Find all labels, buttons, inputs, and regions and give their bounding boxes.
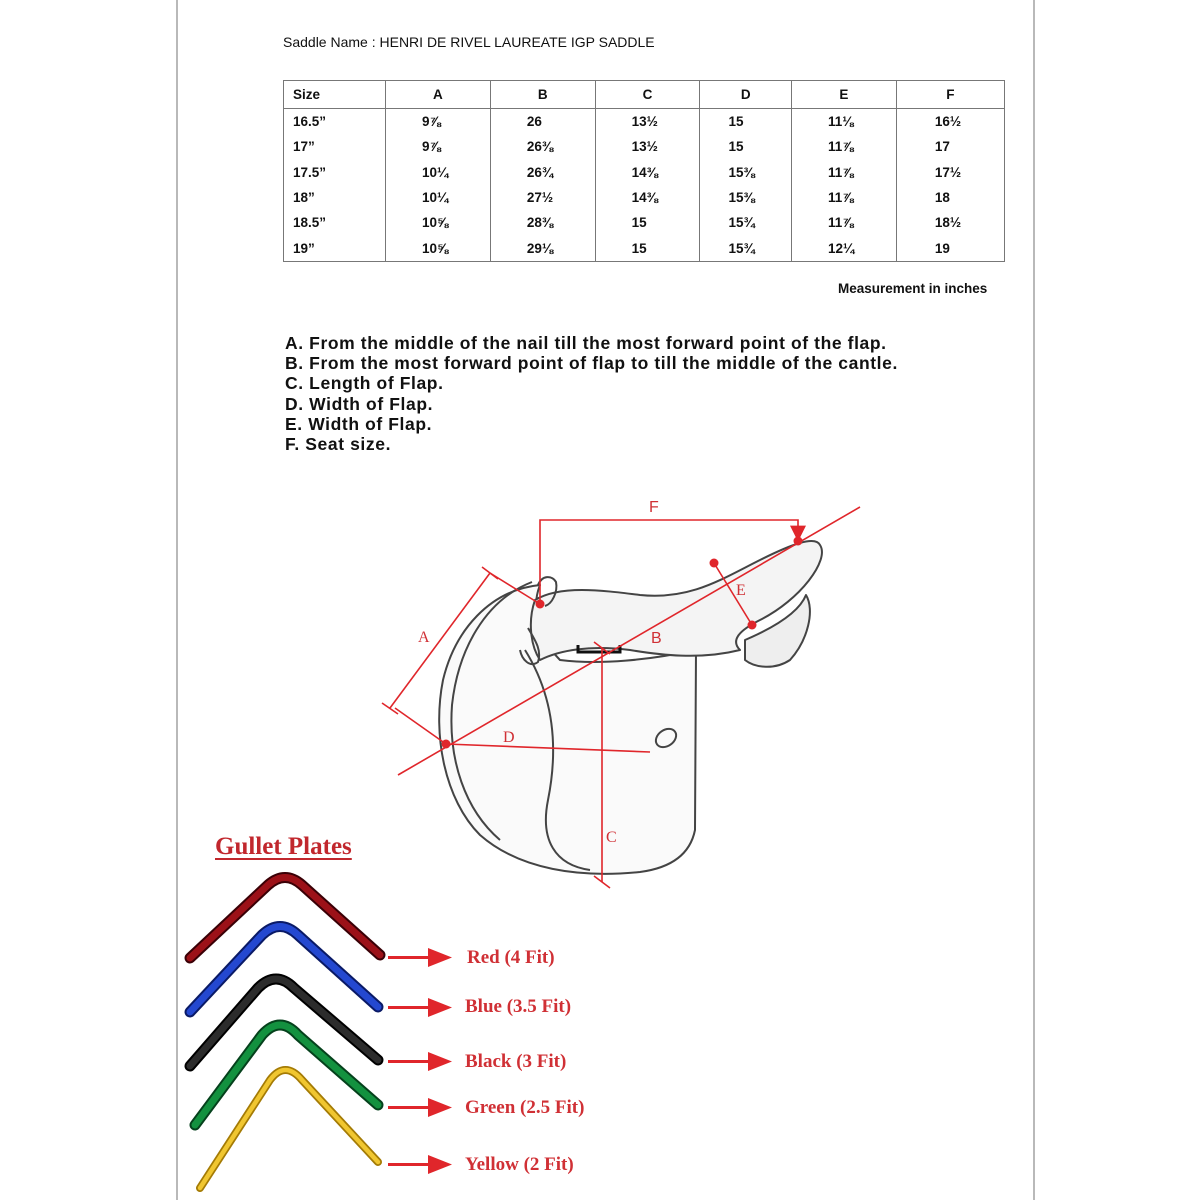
gullet-plates-title: Gullet Plates <box>215 833 352 860</box>
saddle-name-heading: Saddle Name : HENRI DE RIVEL LAUREATE IGP SADDLE <box>283 34 655 50</box>
saddle-outline <box>439 541 822 874</box>
cell-size: 18.5” <box>284 210 386 235</box>
arrow-right-icon <box>388 1052 452 1071</box>
cell-c: 13½ <box>595 109 700 135</box>
cell-d: 15¾ <box>700 235 792 261</box>
cell-d: 15⅜ <box>700 185 792 210</box>
cell-a: 9⅞ <box>386 134 491 159</box>
column-header-b: B <box>490 81 595 109</box>
cell-b: 26 <box>490 109 595 135</box>
label-e: E <box>736 582 746 599</box>
cell-size: 17.5” <box>284 160 386 185</box>
cell-f: 16½ <box>896 109 1004 135</box>
cell-e: 12¼ <box>792 235 897 261</box>
label-d: D <box>503 729 515 746</box>
cell-f: 17½ <box>896 160 1004 185</box>
label-c: C <box>606 829 617 846</box>
cell-e: 11⅛ <box>792 109 897 135</box>
cell-f: 19 <box>896 235 1004 261</box>
column-header-a: A <box>386 81 491 109</box>
arrow-right-icon <box>388 1155 452 1174</box>
gullet-label-red: Red (4 Fit) <box>467 947 555 968</box>
cell-c: 15 <box>595 235 700 261</box>
column-header-e: E <box>792 81 897 109</box>
arrow-right-icon <box>388 998 452 1017</box>
definition-c: C. Length of Flap. <box>285 373 444 394</box>
definition-a: A. From the middle of the nail till the most forward point of the flap. <box>285 333 887 353</box>
cell-e: 11⅞ <box>792 185 897 210</box>
cell-a: 9⅞ <box>386 109 491 135</box>
cell-a: 10⅝ <box>386 235 491 261</box>
gullet-plate-blue-icon <box>190 927 378 1013</box>
gullet-label-blue: Blue (3.5 Fit) <box>465 996 572 1017</box>
cell-size: 18” <box>284 185 386 210</box>
gullet-label-black: Black (3 Fit) <box>465 1051 567 1072</box>
cell-d: 15 <box>700 109 792 135</box>
gullet-arrows <box>388 948 452 1174</box>
definition-e: E. Width of Flap. <box>285 413 433 434</box>
definition-b: B. From the most forward point of flap to till the middle of the cantle. <box>285 353 898 374</box>
cell-f: 18½ <box>896 210 1004 235</box>
arrow-right-icon <box>388 948 452 967</box>
point-e-top <box>710 559 719 568</box>
cell-e: 11⅞ <box>792 210 897 235</box>
cell-d: 15 <box>700 134 792 159</box>
gullet-plate-icons <box>190 878 380 1189</box>
gullet-label-yellow: Yellow (2 Fit) <box>465 1154 574 1175</box>
cell-b: 28⅜ <box>490 210 595 235</box>
gullet-label-green: Green (2.5 Fit) <box>465 1097 585 1118</box>
cell-c: 13½ <box>595 134 700 159</box>
cell-a: 10⅝ <box>386 210 491 235</box>
point-e-bottom <box>748 621 757 630</box>
cell-size: 17” <box>284 134 386 159</box>
cell-b: 26⅜ <box>490 134 595 159</box>
cell-b: 29⅛ <box>490 235 595 261</box>
cell-c: 14⅜ <box>595 185 700 210</box>
cell-a: 10¼ <box>386 185 491 210</box>
arrow-right-icon <box>388 1098 452 1117</box>
point-flap-front <box>442 740 451 749</box>
cell-d: 15¾ <box>700 210 792 235</box>
cell-b: 27½ <box>490 185 595 210</box>
cell-c: 14⅜ <box>595 160 700 185</box>
cell-a: 10¼ <box>386 160 491 185</box>
cell-d: 15⅜ <box>700 160 792 185</box>
column-header-f: F <box>896 81 1004 109</box>
column-header-c: C <box>595 81 700 109</box>
point-nail <box>536 600 545 609</box>
cell-c: 15 <box>595 210 700 235</box>
column-header-d: D <box>700 81 792 109</box>
definition-d: D. Width of Flap. <box>285 393 434 414</box>
cell-size: 19” <box>284 235 386 261</box>
cell-f: 17 <box>896 134 1004 159</box>
gullet-plate-red-icon <box>190 878 380 959</box>
cell-f: 18 <box>896 185 1004 210</box>
point-cantle <box>794 537 803 546</box>
cell-size: 16.5” <box>284 109 386 135</box>
measurement-unit-note: Measurement in inches <box>838 281 988 296</box>
definition-f: F. Seat size. <box>285 434 392 455</box>
cell-e: 11⅞ <box>792 134 897 159</box>
label-f: F <box>649 499 659 516</box>
label-b: B <box>651 630 662 647</box>
cell-e: 11⅞ <box>792 160 897 185</box>
cell-b: 26¾ <box>490 160 595 185</box>
column-header-size: Size <box>284 81 386 109</box>
label-a: A <box>418 629 430 646</box>
